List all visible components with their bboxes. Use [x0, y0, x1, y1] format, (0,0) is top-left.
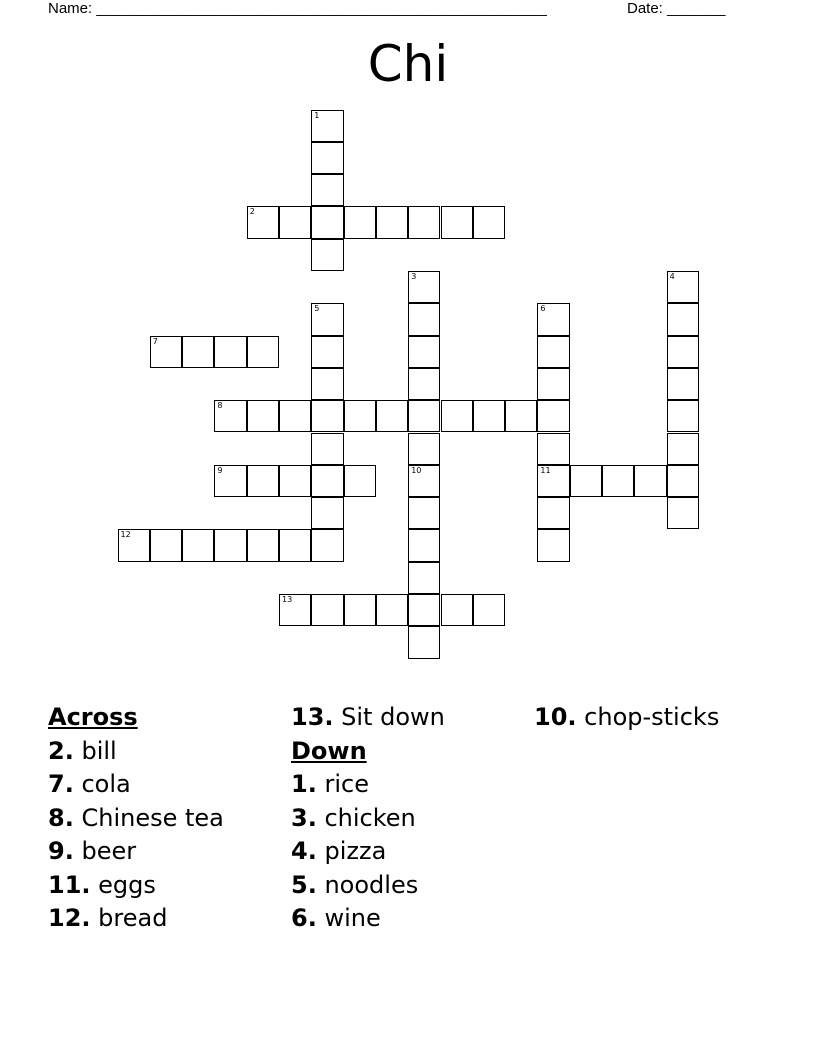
across-clue — [48, 735, 224, 769]
grid-cell[interactable] — [311, 142, 343, 174]
grid-cell[interactable] — [570, 465, 602, 497]
down-clue — [291, 802, 445, 836]
grid-cell[interactable] — [118, 529, 150, 561]
grid-cell[interactable] — [473, 400, 505, 432]
clue-column-3 — [534, 701, 719, 735]
clue-column-2 — [291, 701, 445, 936]
grid-cell[interactable] — [344, 465, 376, 497]
down-clue — [291, 869, 445, 903]
grid-cell[interactable] — [408, 206, 440, 238]
cell-number: 11 — [540, 465, 551, 475]
grid-cell[interactable] — [311, 400, 343, 432]
across-clue — [291, 701, 445, 735]
grid-cell[interactable] — [441, 594, 473, 626]
grid-cell[interactable] — [150, 529, 182, 561]
grid-cell[interactable] — [311, 497, 343, 529]
clue-text: eggs — [98, 870, 156, 899]
clue-text: beer — [81, 837, 137, 865]
grid-cell[interactable] — [344, 206, 376, 238]
cell-number: 7 — [152, 336, 158, 346]
grid-cell[interactable] — [667, 271, 699, 303]
clue-number: 10. — [534, 703, 577, 731]
across-clue — [48, 802, 224, 836]
across-heading: Across — [48, 703, 138, 731]
clue-number: 3. — [291, 803, 317, 832]
grid-cell[interactable] — [214, 529, 246, 561]
across-clue — [48, 768, 224, 802]
clue-number: 6. — [291, 904, 317, 932]
grid-cell[interactable] — [537, 400, 569, 432]
name-field-label: Name: ______________________________________________________ — [48, 0, 547, 17]
grid-cell[interactable] — [311, 206, 343, 238]
grid-cell[interactable] — [311, 110, 343, 142]
grid-cell[interactable] — [537, 529, 569, 561]
grid-cell[interactable] — [214, 465, 246, 497]
grid-cell[interactable] — [376, 594, 408, 626]
grid-cell[interactable] — [279, 400, 311, 432]
grid-cell[interactable] — [214, 336, 246, 368]
cell-number: 1 — [314, 110, 320, 120]
grid-cell[interactable] — [376, 400, 408, 432]
down-clue — [534, 701, 719, 735]
grid-cell[interactable] — [408, 400, 440, 432]
grid-cell[interactable] — [279, 206, 311, 238]
grid-cell[interactable] — [408, 497, 440, 529]
grid-cell[interactable] — [214, 400, 246, 432]
grid-cell[interactable] — [667, 465, 699, 497]
cell-number: 4 — [669, 272, 675, 281]
grid-cell[interactable] — [311, 594, 343, 626]
clue-text: rice — [324, 770, 369, 798]
clue-text: bill — [81, 736, 117, 765]
across-clue — [48, 869, 224, 903]
clue-number: 1. — [291, 770, 317, 798]
grid-cell[interactable] — [182, 529, 214, 561]
grid-cell[interactable] — [279, 529, 311, 561]
across-clue — [48, 902, 224, 936]
grid-cell[interactable] — [537, 497, 569, 529]
grid-cell[interactable] — [537, 336, 569, 368]
clue-number: 12. — [48, 904, 91, 932]
cell-number: 5 — [314, 304, 320, 314]
grid-cell[interactable] — [473, 206, 505, 238]
cell-number: 9 — [217, 465, 223, 475]
grid-cell[interactable] — [247, 529, 279, 561]
grid-cell[interactable] — [473, 594, 505, 626]
grid-cell[interactable] — [441, 206, 473, 238]
grid-cell[interactable] — [408, 529, 440, 561]
grid-cell[interactable] — [634, 465, 666, 497]
grid-cell[interactable] — [505, 400, 537, 432]
grid-cell[interactable] — [408, 594, 440, 626]
grid-cell[interactable] — [311, 239, 343, 271]
cell-number: 10 — [411, 465, 422, 475]
grid-cell[interactable] — [279, 465, 311, 497]
grid-cell[interactable] — [376, 206, 408, 238]
grid-cell[interactable] — [537, 465, 569, 497]
grid-cell[interactable] — [247, 206, 279, 238]
clue-column-1 — [48, 701, 224, 936]
grid-cell[interactable] — [247, 465, 279, 497]
clue-text: pizza — [324, 837, 387, 865]
grid-cell[interactable] — [408, 433, 440, 465]
grid-cell[interactable] — [537, 303, 569, 335]
clue-number: 9. — [48, 837, 74, 865]
clue-number: 5. — [291, 870, 317, 899]
grid-cell[interactable] — [311, 465, 343, 497]
grid-cell[interactable] — [182, 336, 214, 368]
page-title: Chi — [367, 35, 449, 93]
grid-cell[interactable] — [311, 303, 343, 335]
grid-cell[interactable] — [408, 562, 440, 594]
grid-cell[interactable] — [667, 400, 699, 432]
grid-cell[interactable] — [667, 497, 699, 529]
grid-cell[interactable] — [311, 529, 343, 561]
grid-cell[interactable] — [667, 433, 699, 465]
down-clue — [291, 902, 445, 936]
grid-cell[interactable] — [537, 368, 569, 400]
clue-number: 13. — [291, 703, 334, 731]
grid-cell[interactable] — [537, 433, 569, 465]
clue-number: 2. — [48, 736, 74, 765]
cell-number: 2 — [249, 207, 255, 217]
clue-text: bread — [98, 904, 168, 932]
clue-text: noodles — [324, 870, 419, 899]
down-heading: Down — [291, 736, 367, 765]
grid-cell[interactable] — [311, 433, 343, 465]
date-field-label: Date: _______ — [627, 0, 726, 17]
grid-cell[interactable] — [247, 336, 279, 368]
clue-text: Sit down — [341, 703, 445, 731]
grid-cell[interactable] — [408, 336, 440, 368]
grid-cell[interactable] — [441, 400, 473, 432]
clue-text: chop-sticks — [584, 703, 720, 731]
grid-cell[interactable] — [667, 368, 699, 400]
grid-cell[interactable] — [408, 303, 440, 335]
cell-number: 6 — [540, 304, 546, 314]
clue-text: chicken — [324, 803, 416, 832]
clue-text: wine — [324, 904, 381, 932]
across-clue — [48, 835, 224, 869]
grid-cell[interactable] — [344, 400, 376, 432]
cell-number: 3 — [411, 272, 417, 281]
clue-number: 4. — [291, 837, 317, 865]
clue-text: Chinese tea — [81, 803, 224, 832]
grid-cell[interactable] — [408, 626, 440, 658]
grid-cell[interactable] — [311, 368, 343, 400]
grid-cell[interactable] — [311, 336, 343, 368]
grid-cell[interactable] — [667, 336, 699, 368]
clue-number: 8. — [48, 803, 74, 832]
grid-cell[interactable] — [344, 594, 376, 626]
down-clue — [291, 835, 445, 869]
cell-number: 12 — [120, 530, 131, 540]
grid-cell[interactable] — [602, 465, 634, 497]
grid-cell[interactable] — [408, 465, 440, 497]
grid-cell[interactable] — [279, 594, 311, 626]
grid-cell[interactable] — [311, 174, 343, 206]
grid-cell[interactable] — [247, 400, 279, 432]
cell-number: 13 — [282, 595, 293, 604]
clue-number: 11. — [48, 870, 91, 899]
cell-number: 8 — [217, 401, 223, 411]
down-clue — [291, 768, 445, 802]
grid-cell[interactable] — [408, 271, 440, 303]
clue-number: 7. — [48, 770, 74, 798]
clue-text: cola — [81, 770, 131, 798]
grid-cell[interactable] — [667, 303, 699, 335]
grid-cell[interactable] — [150, 336, 182, 368]
grid-cell[interactable] — [408, 368, 440, 400]
